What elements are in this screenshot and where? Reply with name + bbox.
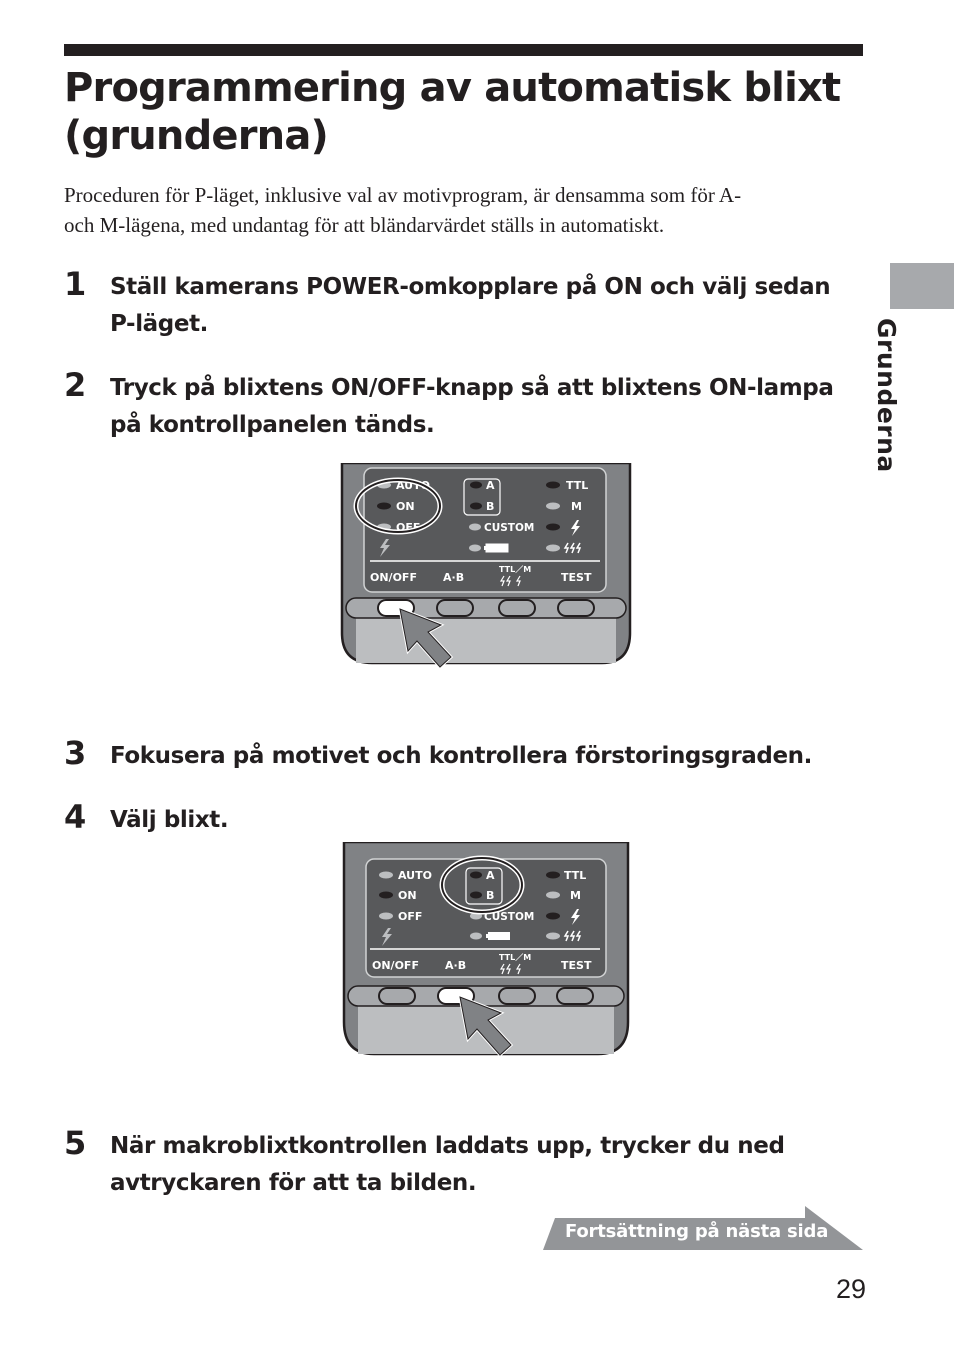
multi-flash-lamp xyxy=(546,933,560,940)
b-label: B xyxy=(486,500,495,513)
custom-label: CUSTOM xyxy=(484,911,535,923)
section-label-text: Grunderna xyxy=(872,318,901,473)
ttl-m-button-label: TTL／M xyxy=(499,565,532,574)
battery-lamp xyxy=(469,545,481,552)
on-lamp xyxy=(379,892,393,899)
title-line-1: Programmering av automatisk blixt xyxy=(64,65,841,111)
ttl-label: TTL xyxy=(566,479,589,492)
step-5-text xyxy=(110,1128,855,1202)
step-4-text xyxy=(110,802,855,839)
step-2-number: 2 xyxy=(64,366,87,404)
step-2-line-2: på kontrollpanelen tänds. xyxy=(110,412,435,438)
continue-label: Fortsättning på nästa sida xyxy=(565,1221,829,1242)
page-title xyxy=(64,64,864,160)
a-label: A xyxy=(486,479,495,492)
step-1-number: 1 xyxy=(64,265,87,303)
custom-label: CUSTOM xyxy=(484,522,535,534)
control-panel-ab-illustration xyxy=(342,842,632,1060)
ttl-m-button-label: TTL／M xyxy=(499,953,532,962)
step-5-line-2: avtryckaren för att ta bilden. xyxy=(110,1170,477,1196)
step-4-number: 4 xyxy=(64,798,87,836)
title-line-2: (grunderna) xyxy=(64,113,329,159)
step-5-number: 5 xyxy=(64,1124,87,1162)
step-1-line-2: P-läget. xyxy=(110,311,208,337)
ttl-lamp xyxy=(546,872,560,879)
a-lamp xyxy=(470,482,482,489)
flash-mode-lamp xyxy=(546,524,560,531)
m-lamp xyxy=(546,503,560,510)
battery-icon xyxy=(486,544,508,552)
section-label xyxy=(872,318,932,478)
b-lamp xyxy=(470,503,482,510)
step-3-line-1: Fokusera på motivet och kontrollera förstoringsgraden. xyxy=(110,743,812,769)
step-3-text xyxy=(110,738,855,775)
step-1-line-1: Ställ kamerans POWER-omkopplare på ON och välj sedan xyxy=(110,274,831,300)
multi-flash-lamp xyxy=(546,545,560,552)
onoff-button-label: ON/OFF xyxy=(372,959,419,972)
off-label: OFF xyxy=(398,910,423,923)
intro-paragraph xyxy=(64,180,854,240)
ttl-m-button xyxy=(499,988,535,1004)
on-lamp xyxy=(377,503,391,510)
test-button xyxy=(558,600,594,616)
page-number: 29 xyxy=(835,1274,866,1304)
m-label: M xyxy=(570,889,581,902)
onoff-button xyxy=(379,988,415,1004)
top-rule xyxy=(64,44,863,56)
step-3-number: 3 xyxy=(64,734,87,772)
flash-mode-lamp xyxy=(546,913,560,920)
control-panel-onoff-illustration xyxy=(340,463,632,673)
m-lamp xyxy=(546,892,560,899)
ab-button-label: A·B xyxy=(445,959,467,972)
test-button-label: TEST xyxy=(561,571,592,584)
onoff-button-label: ON/OFF xyxy=(370,571,417,584)
auto-label: AUTO xyxy=(398,869,432,882)
intro-line-2: och M-lägena, med undantag för att bländarvärdet ställs in automatiskt. xyxy=(64,213,665,237)
section-tab xyxy=(890,263,954,309)
auto-label: AUTO xyxy=(396,479,430,492)
off-label: OFF xyxy=(396,521,421,534)
ttl-lamp xyxy=(546,482,560,489)
intro-line-1: Proceduren för P-läget, inklusive val av motivprogram, är densamma som för A- xyxy=(64,183,742,207)
m-label: M xyxy=(571,500,582,513)
step-5-line-1: När makroblixtkontrollen laddats upp, trycker du ned xyxy=(110,1133,785,1159)
off-lamp xyxy=(379,913,393,920)
test-button xyxy=(557,988,593,1004)
test-button-label: TEST xyxy=(561,959,592,972)
step-1-text xyxy=(110,269,855,343)
b-label: B xyxy=(486,889,495,902)
battery-lamp xyxy=(470,933,482,940)
on-label: ON xyxy=(396,500,415,513)
b-lamp xyxy=(470,892,482,899)
battery-icon xyxy=(488,932,510,940)
step-4-line-1: Välj blixt. xyxy=(110,807,229,833)
a-label: A xyxy=(486,869,495,882)
custom-lamp xyxy=(469,524,481,531)
ttl-m-button xyxy=(499,600,535,616)
a-lamp xyxy=(470,872,482,879)
ab-button-label: A·B xyxy=(443,571,465,584)
step-2-line-1: Tryck på blixtens ON/OFF-knapp så att blixtens ON-lampa xyxy=(110,375,834,401)
step-2-text xyxy=(110,370,855,444)
on-label: ON xyxy=(398,889,417,902)
ttl-label: TTL xyxy=(564,869,587,882)
auto-lamp xyxy=(379,872,393,879)
ab-button xyxy=(437,600,473,616)
